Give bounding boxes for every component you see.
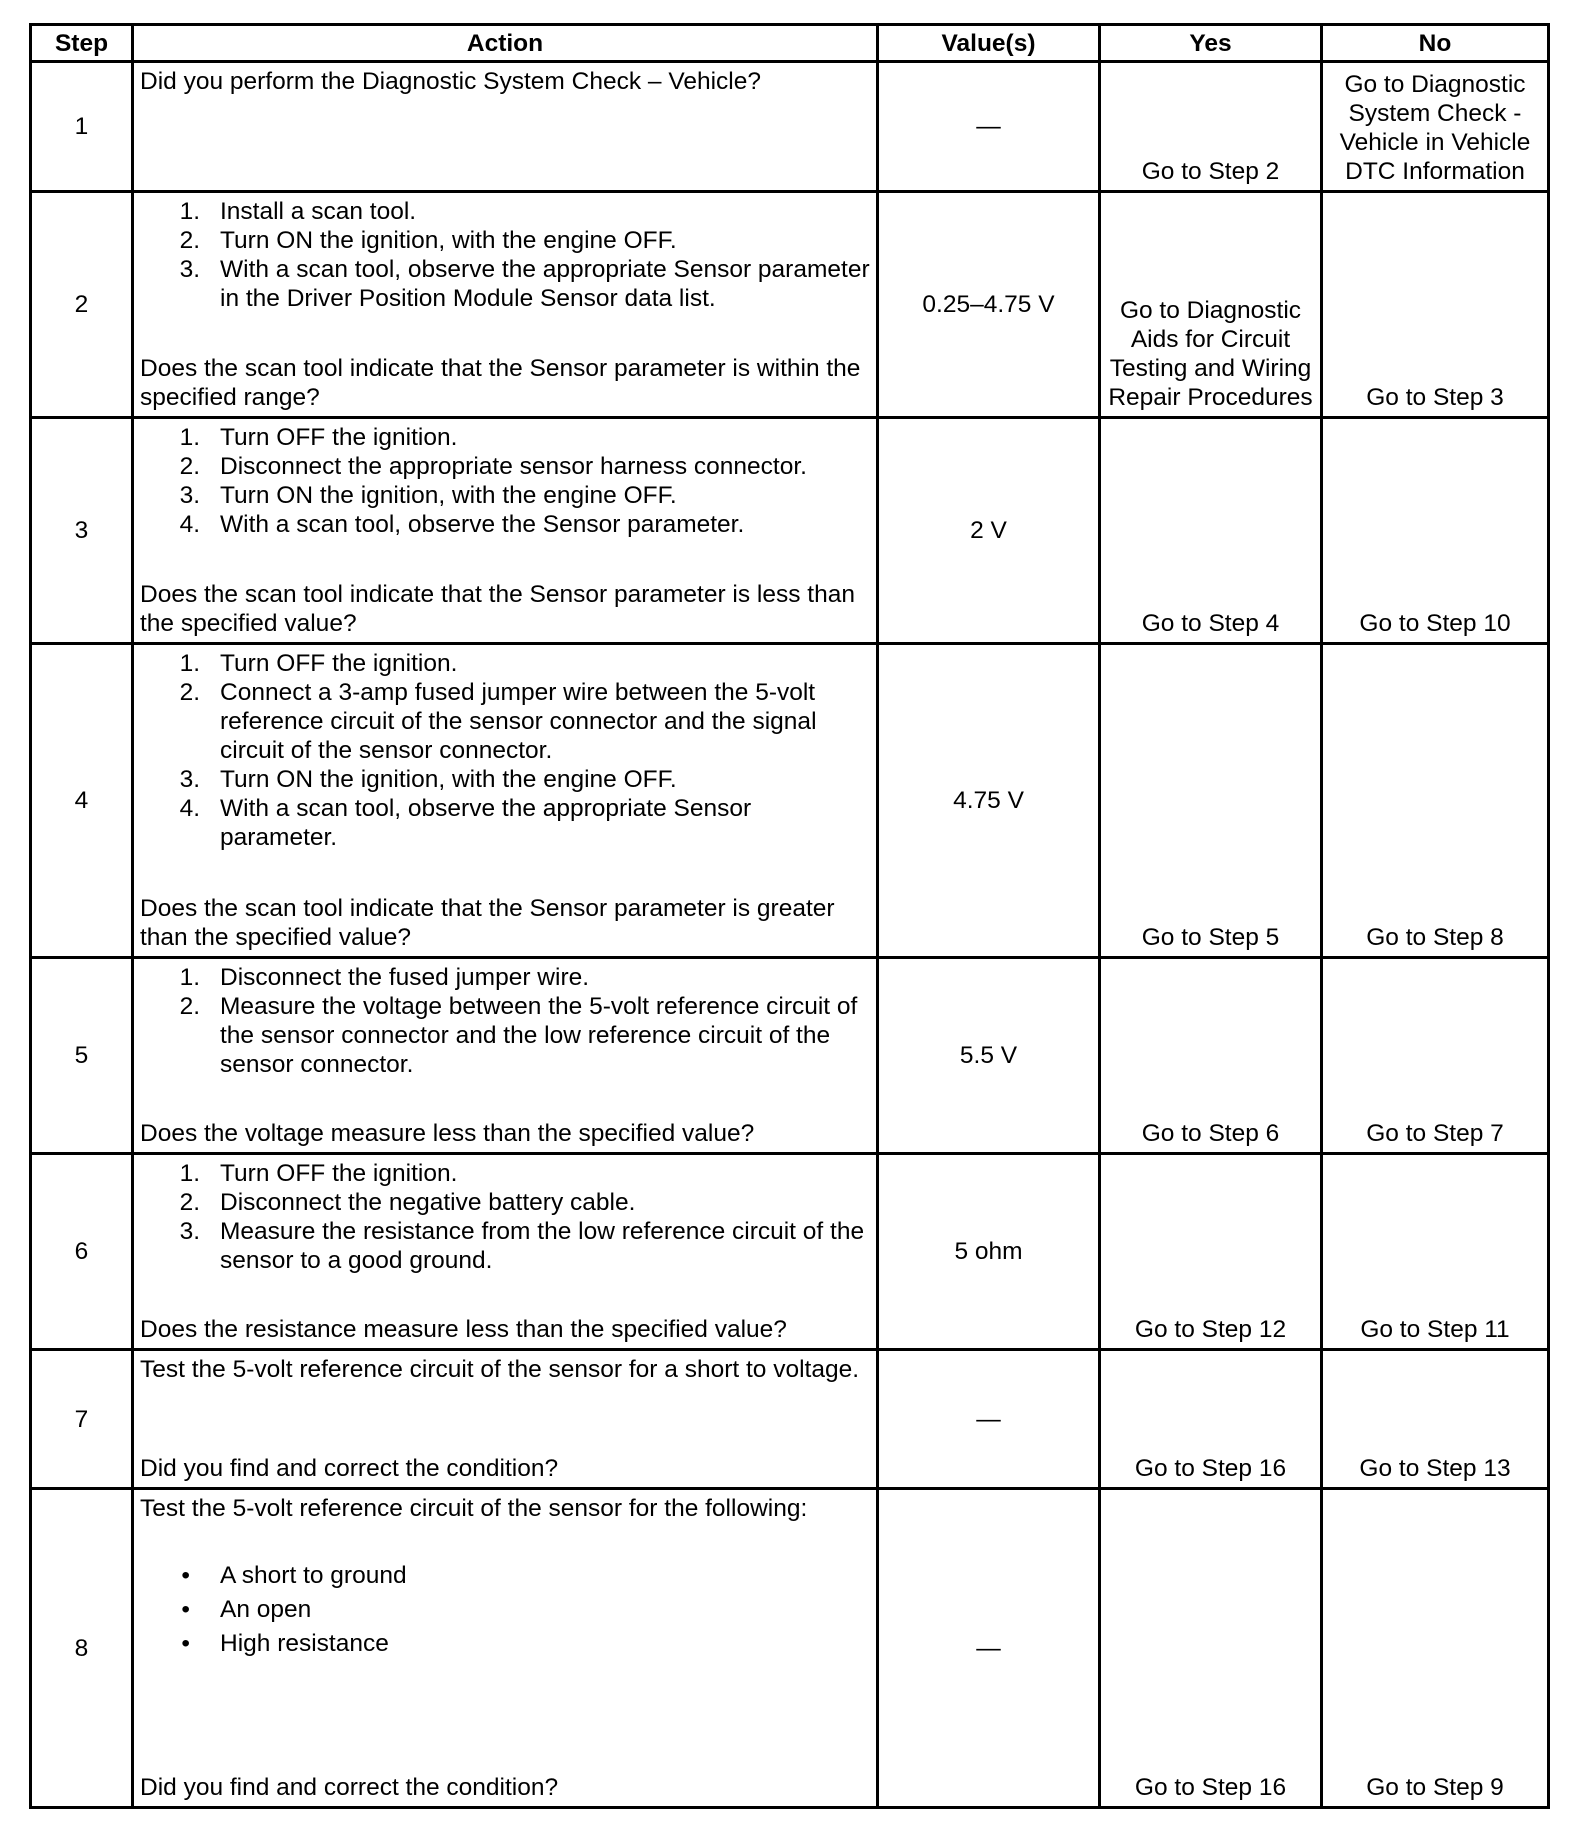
yes-cell: Go to Step 2 <box>1100 62 1322 192</box>
action-cell <box>133 644 878 958</box>
action-question: Did you find and correct the condition? <box>140 1455 559 1482</box>
step-number: 2 <box>31 192 133 418</box>
value-cell: 5.5 V <box>878 958 1100 1154</box>
table-row <box>31 644 1549 958</box>
table-row <box>31 418 1549 644</box>
step-number: 8 <box>31 1489 133 1808</box>
header-step: Step <box>31 25 133 62</box>
list-item: 3. Turn ON the ignition, with the engine OFF. <box>179 482 677 509</box>
list-item: • An open <box>181 1596 312 1623</box>
yes-cell: Go to Step 4 <box>1100 418 1322 644</box>
step-number: 1 <box>31 62 133 192</box>
action-bullets <box>140 1559 870 1661</box>
action-cell <box>133 1489 878 1808</box>
value-cell: 4.75 V <box>878 644 1100 958</box>
action-substeps <box>140 423 870 539</box>
yes-cell: Go to Step 16 <box>1100 1489 1322 1808</box>
step-number: 4 <box>31 644 133 958</box>
no-cell: Go to Diagnostic System Check - Vehicle in Vehicle DTC Information <box>1322 62 1549 192</box>
list-item: • High resistance <box>181 1630 389 1657</box>
table-row <box>31 1489 1549 1808</box>
step-number: 6 <box>31 1154 133 1350</box>
yes-cell: Go to Step 12 <box>1100 1154 1322 1350</box>
list-item: 2. Disconnect the negative battery cable. <box>179 1189 636 1216</box>
value-cell: 2 V <box>878 418 1100 644</box>
header-values: Value(s) <box>878 25 1100 62</box>
action-cell <box>133 1350 878 1489</box>
header-yes: Yes <box>1100 25 1322 62</box>
action-cell <box>133 958 878 1154</box>
list-item: 2. Turn ON the ignition, with the engine OFF. <box>179 227 677 254</box>
action-intro: Test the 5-volt reference circuit of the sensor for the following: <box>140 1495 808 1522</box>
action-cell <box>133 62 878 192</box>
step-number: 5 <box>31 958 133 1154</box>
no-cell: Go to Step 13 <box>1322 1350 1549 1489</box>
no-cell: Go to Step 7 <box>1322 958 1549 1154</box>
diagnostic-table <box>29 23 1550 1809</box>
no-cell: Go to Step 11 <box>1322 1154 1549 1350</box>
list-item: 2. Disconnect the appropriate sensor harness connector. <box>179 453 807 480</box>
action-question: Does the voltage measure less than the specified value? <box>140 1120 755 1147</box>
value-cell: — <box>878 1489 1100 1808</box>
yes-cell: Go to Step 5 <box>1100 644 1322 958</box>
list-item: 4. With a scan tool, observe the appropriate Sensor parameter. <box>179 795 752 851</box>
list-item: 1. Turn OFF the ignition. <box>179 424 458 451</box>
action-substeps <box>140 197 870 313</box>
action-cell <box>133 418 878 644</box>
diagnostic-table-frame <box>29 23 1549 1809</box>
action-intro: Did you perform the Diagnostic System Check – Vehicle? <box>140 68 761 95</box>
action-question: Does the scan tool indicate that the Sensor parameter is within the specified range? <box>140 355 861 411</box>
list-item: 1. Install a scan tool. <box>179 198 417 225</box>
yes-cell: Go to Diagnostic Aids for Circuit Testing and Wiring Repair Procedures <box>1100 192 1322 418</box>
action-substeps <box>140 1159 870 1275</box>
table-row <box>31 192 1549 418</box>
table-row <box>31 958 1549 1154</box>
yes-cell: Go to Step 16 <box>1100 1350 1322 1489</box>
list-item: 1. Turn OFF the ignition. <box>179 650 458 677</box>
value-cell: 5 ohm <box>878 1154 1100 1350</box>
value-cell: — <box>878 1350 1100 1489</box>
action-intro: Test the 5-volt reference circuit of the sensor for a short to voltage. <box>140 1356 860 1383</box>
action-substeps <box>140 963 870 1079</box>
list-item: 3. Turn ON the ignition, with the engine OFF. <box>179 766 677 793</box>
header-action: Action <box>133 25 878 62</box>
action-question: Does the scan tool indicate that the Sensor parameter is greater than the specified value? <box>140 895 835 951</box>
action-question: Does the scan tool indicate that the Sensor parameter is less than the specified value? <box>140 581 855 637</box>
no-cell: Go to Step 9 <box>1322 1489 1549 1808</box>
list-item: 2. Measure the voltage between the 5-volt reference circuit of the sensor connector and the low reference circuit of the sensor connector. <box>179 993 858 1078</box>
header-no: No <box>1322 25 1549 62</box>
action-question: Does the resistance measure less than the specified value? <box>140 1316 787 1343</box>
value-cell: — <box>878 62 1100 192</box>
table-row <box>31 1154 1549 1350</box>
action-substeps <box>140 649 870 852</box>
no-cell: Go to Step 10 <box>1322 418 1549 644</box>
value-cell: 0.25–4.75 V <box>878 192 1100 418</box>
action-cell <box>133 192 878 418</box>
list-item: 2. Connect a 3-amp fused jumper wire between the 5-volt reference circuit of the sensor connector and the signal circuit of the sensor connector. <box>179 679 817 764</box>
action-cell <box>133 1154 878 1350</box>
no-cell: Go to Step 3 <box>1322 192 1549 418</box>
header-row <box>31 25 1549 62</box>
table-row <box>31 1350 1549 1489</box>
table-row <box>31 62 1549 192</box>
list-item: 1. Disconnect the fused jumper wire. <box>179 964 590 991</box>
list-item: 1. Turn OFF the ignition. <box>179 1160 458 1187</box>
yes-cell: Go to Step 6 <box>1100 958 1322 1154</box>
list-item: • A short to ground <box>181 1562 407 1589</box>
step-number: 7 <box>31 1350 133 1489</box>
list-item: 3. With a scan tool, observe the appropriate Sensor parameter in the Driver Position Module Sensor data list. <box>179 256 870 312</box>
action-question: Did you find and correct the condition? <box>140 1774 559 1801</box>
list-item: 3. Measure the resistance from the low reference circuit of the sensor to a good ground. <box>179 1218 865 1274</box>
list-item: 4. With a scan tool, observe the Sensor parameter. <box>179 511 745 538</box>
no-cell: Go to Step 8 <box>1322 644 1549 958</box>
step-number: 3 <box>31 418 133 644</box>
